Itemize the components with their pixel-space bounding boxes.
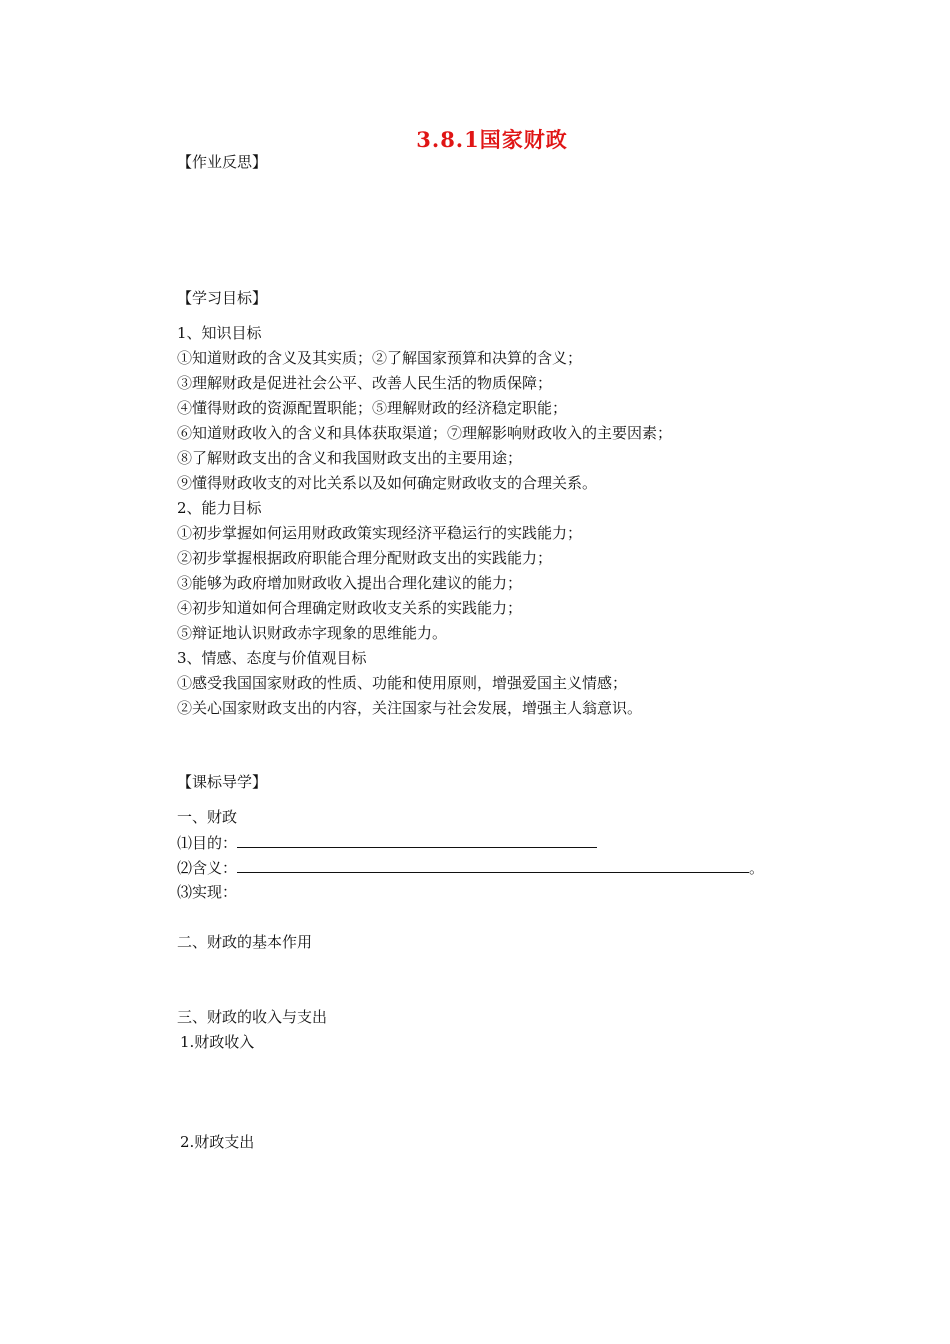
- purpose-label: ⑴目的：: [177, 834, 238, 852]
- knowledge-item: ⑧了解财政支出的含义和我国财政支出的主要用途；: [177, 449, 523, 467]
- realize-label: ⑶实现：: [177, 883, 238, 901]
- purpose-blank[interactable]: [237, 833, 597, 848]
- ability-item: ③能够为政府增加财政收入提出合理化建议的能力；: [177, 574, 523, 592]
- knowledge-item: ③理解财政是促进社会公平、改善人民生活的物质保障；: [177, 374, 553, 392]
- guide-heading: 【课标导学】: [177, 773, 268, 791]
- knowledge-item: ①知道财政的含义及其实质；②了解国家预算和决算的含义；: [177, 349, 583, 367]
- goals-heading: 【学习目标】: [177, 289, 268, 307]
- reflection-heading: 【作业反思】: [177, 153, 268, 171]
- page-title: 3.8.1国家财政: [416, 127, 568, 152]
- emotion-heading: 3、情感、态度与价值观目标: [177, 649, 367, 667]
- meaning-end: 。: [749, 859, 765, 877]
- section3-heading: 三、财政的收入与支出: [177, 1008, 328, 1026]
- ability-item: ①初步掌握如何运用财政政策实现经济平稳运行的实践能力；: [177, 524, 583, 542]
- ability-item: ②初步掌握根据政府职能合理分配财政支出的实践能力；: [177, 549, 553, 567]
- knowledge-item: ⑥知道财政收入的含义和具体获取渠道；⑦理解影响财政收入的主要因素；: [177, 424, 673, 442]
- meaning-label: ⑵含义：: [177, 859, 238, 877]
- knowledge-item: ⑨懂得财政收支的对比关系以及如何确定财政收支的合理关系。: [177, 474, 598, 492]
- income-label: 1.财政收入: [180, 1033, 255, 1051]
- emotion-item: ①感受我国国家财政的性质、功能和使用原则，增强爱国主义情感；: [177, 674, 628, 692]
- emotion-item: ②关心国家财政支出的内容，关注国家与社会发展，增强主人翁意识。: [177, 699, 643, 717]
- ability-heading: 2、能力目标: [177, 499, 262, 517]
- knowledge-heading: 1、知识目标: [177, 324, 262, 342]
- expense-label: 2.财政支出: [180, 1133, 255, 1151]
- meaning-blank[interactable]: [237, 858, 749, 873]
- purpose-row: [177, 833, 597, 853]
- section1-heading: 一、财政: [177, 808, 238, 826]
- section2-heading: 二、财政的基本作用: [177, 933, 313, 951]
- meaning-row: [177, 858, 764, 878]
- knowledge-item: ④懂得财政的资源配置职能；⑤理解财政的经济稳定职能；: [177, 399, 568, 417]
- ability-item: ⑤辩证地认识财政赤字现象的思维能力。: [177, 624, 448, 642]
- ability-item: ④初步知道如何合理确定财政收支关系的实践能力；: [177, 599, 523, 617]
